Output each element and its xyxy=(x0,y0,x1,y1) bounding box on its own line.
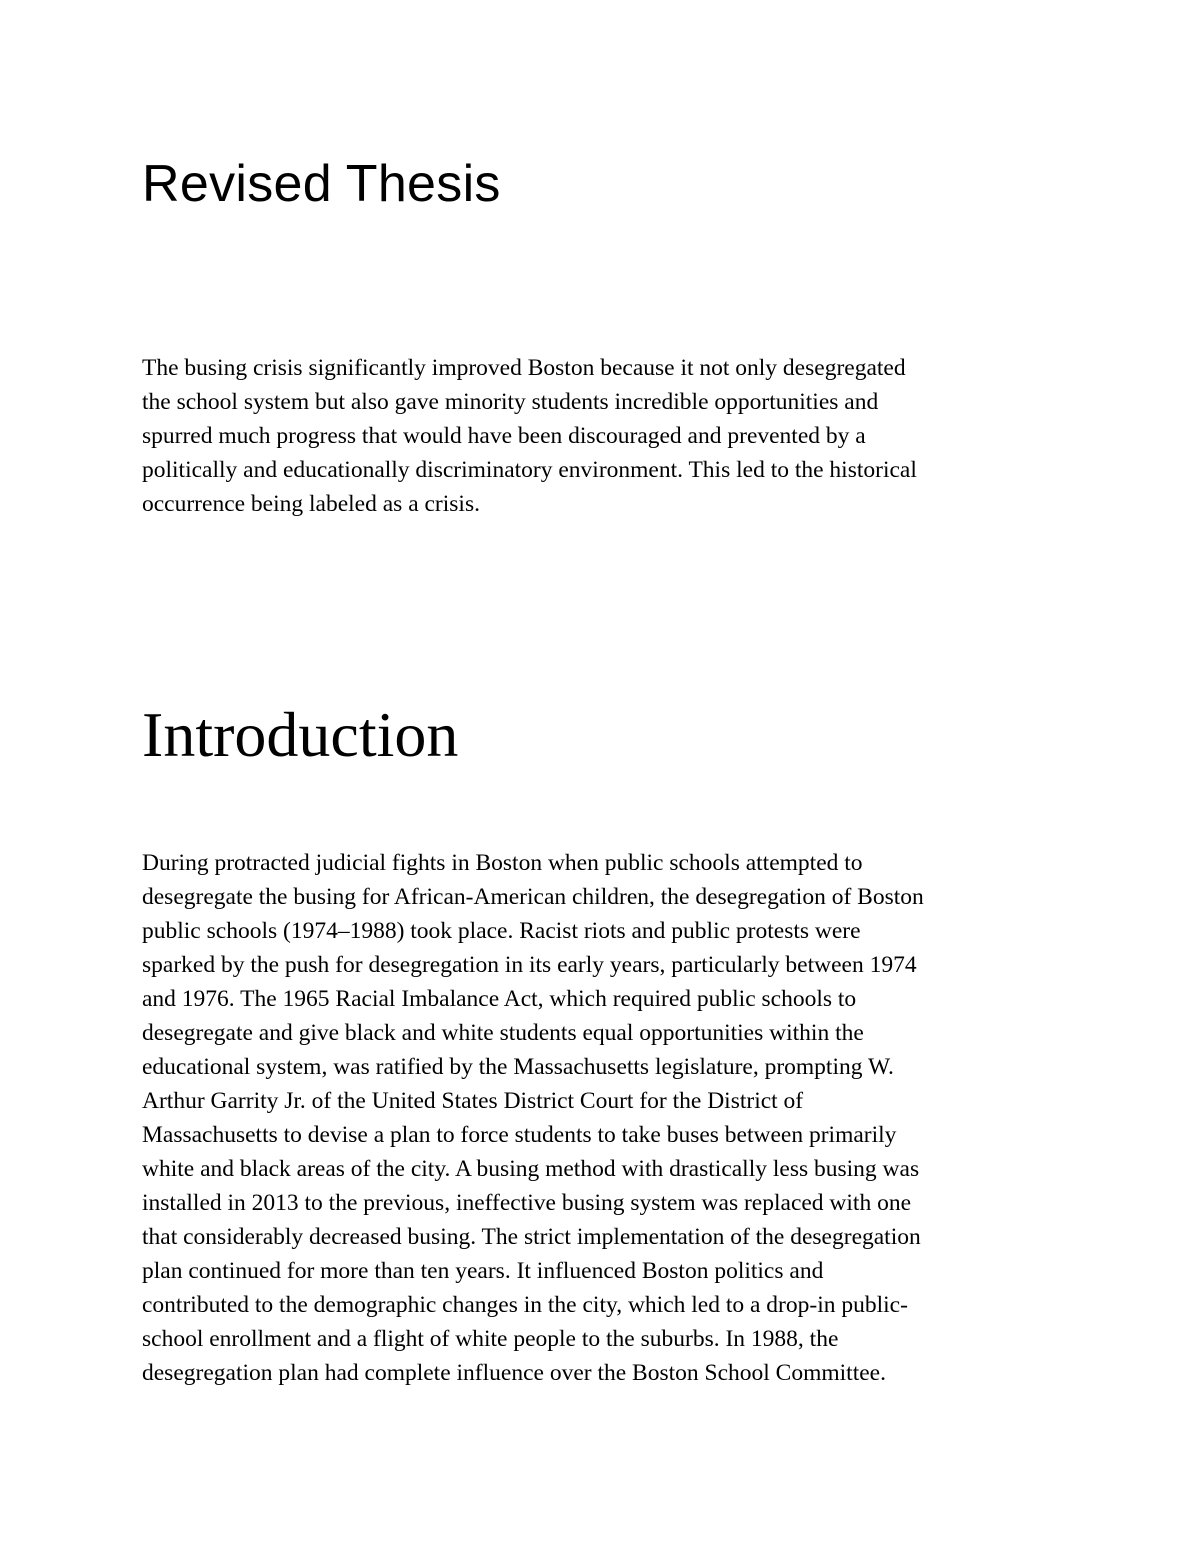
paragraph-line: desegregate the busing for African-American children, the desegregation of Boston xyxy=(142,884,924,910)
paragraph-line: public schools (1974–1988) took place. Racist riots and public protests were xyxy=(142,918,861,944)
introduction-heading: Introduction xyxy=(142,699,459,770)
thesis-paragraph xyxy=(142,351,917,521)
paragraph-line: educational system, was ratified by the Massachusetts legislature, prompting W. xyxy=(142,1054,894,1080)
paragraph-line: white and black areas of the city. A busing method with drastically less busing was xyxy=(142,1156,920,1182)
paragraph-line: desegregation plan had complete influence over the Boston School Committee. xyxy=(142,1360,886,1386)
paragraph-line: the school system but also gave minority students incredible opportunities and xyxy=(142,389,879,415)
paragraph-line: Arthur Garrity Jr. of the United States District Court for the District of xyxy=(142,1088,804,1114)
paragraph-line: spurred much progress that would have been discouraged and prevented by a xyxy=(142,423,866,449)
paragraph-line: desegregate and give black and white students equal opportunities within the xyxy=(142,1020,864,1046)
paragraph-line: that considerably decreased busing. The strict implementation of the desegregation xyxy=(142,1224,921,1250)
paragraph-line: installed in 2013 to the previous, ineffective busing system was replaced with one xyxy=(142,1190,912,1216)
paragraph-line: Massachusetts to devise a plan to force students to take buses between primarily xyxy=(142,1122,897,1148)
paragraph-line: school enrollment and a flight of white people to the suburbs. In 1988, the xyxy=(142,1326,839,1352)
paragraph-line: contributed to the demographic changes in the city, which led to a drop-in public- xyxy=(142,1292,908,1318)
paragraph-line: During protracted judicial fights in Boston when public schools attempted to xyxy=(142,850,863,876)
paragraph-line: politically and educationally discriminatory environment. This led to the historical xyxy=(142,457,917,483)
paragraph-line: and 1976. The 1965 Racial Imbalance Act, which required public schools to xyxy=(142,986,857,1012)
paragraph-line: sparked by the push for desegregation in its early years, particularly between 1974 xyxy=(142,952,917,978)
paragraph-line: The busing crisis significantly improved Boston because it not only desegregated xyxy=(142,355,906,381)
revised-thesis-heading: Revised Thesis xyxy=(142,155,501,213)
introduction-paragraph xyxy=(142,846,924,1390)
paragraph-line: plan continued for more than ten years. It influenced Boston politics and xyxy=(142,1258,824,1284)
paragraph-line: occurrence being labeled as a crisis. xyxy=(142,491,480,517)
